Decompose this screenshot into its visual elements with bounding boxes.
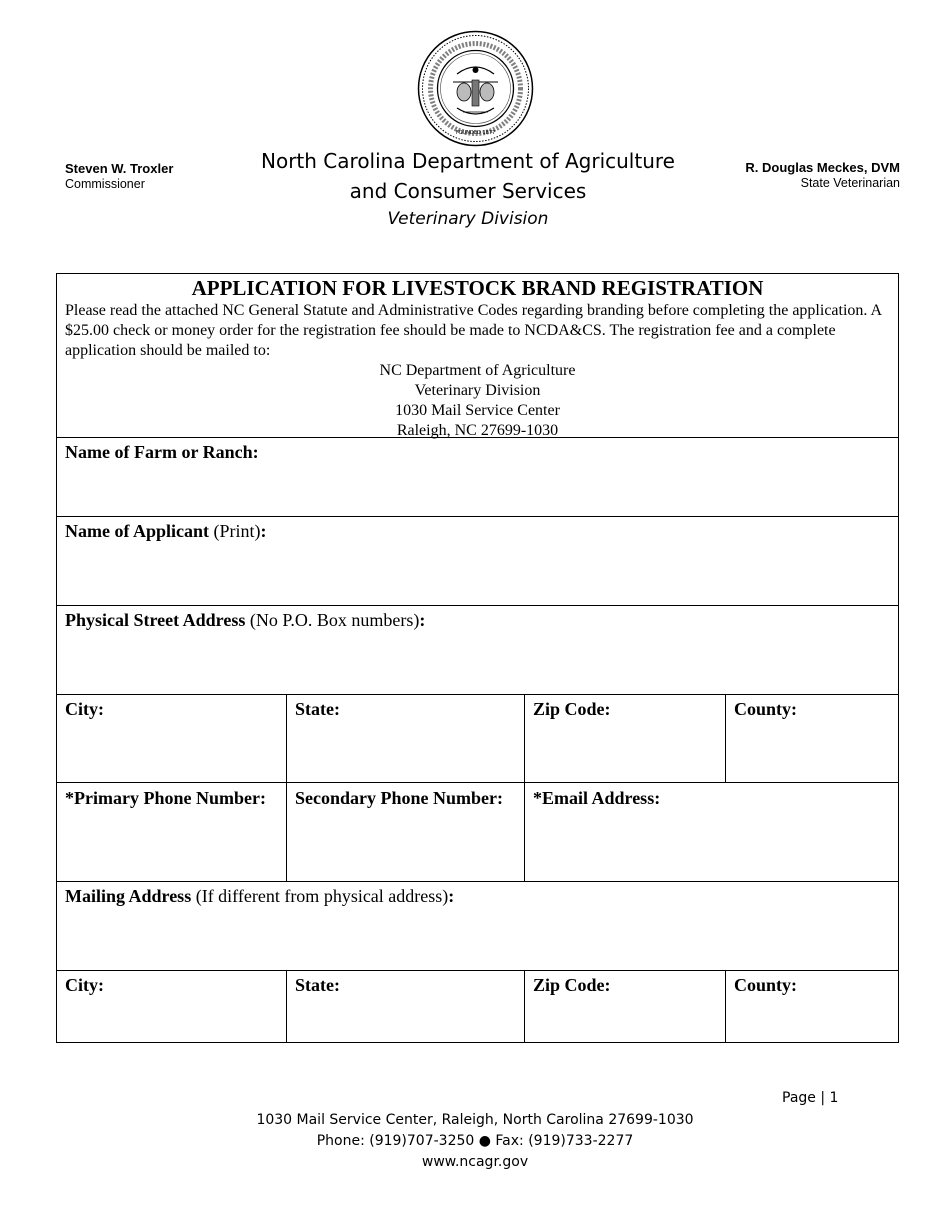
city-field[interactable] (57, 694, 287, 783)
department-name-line1: North Carolina Department of Agriculture (261, 149, 675, 173)
applicant-label: Name of Applicant (65, 521, 209, 541)
email-label: *Email Address: (533, 788, 661, 808)
mailing-county-field[interactable] (726, 970, 898, 1042)
mailing-state-label: State: (295, 975, 340, 995)
county-field[interactable] (726, 694, 898, 783)
state-label: State: (295, 699, 340, 719)
veterinarian-block (745, 160, 900, 191)
mailing-note: (If different from physical address) (195, 886, 449, 906)
footer-website[interactable]: www.ncagr.gov (421, 1154, 529, 1170)
divider (725, 970, 726, 1042)
zip-code-label: Zip Code: (533, 699, 611, 719)
veterinarian-name: R. Douglas Meckes, DVM (745, 160, 900, 175)
mailing-state-field[interactable] (287, 970, 525, 1042)
primary-phone-label: *Primary Phone Number: (65, 788, 266, 808)
state-field[interactable] (287, 694, 525, 783)
county-label: County: (734, 699, 798, 719)
email-field[interactable] (525, 783, 898, 881)
mailing-zip-code-label: Zip Code: (533, 975, 611, 995)
form-title: APPLICATION FOR LIVESTOCK BRAND REGISTRATION (191, 276, 764, 300)
farm-name-label: Name of Farm or Ranch: (65, 442, 259, 462)
ncda-seal-logo (417, 30, 534, 147)
secondary-phone-field[interactable] (287, 783, 525, 881)
divider (286, 970, 287, 1042)
street-label: Physical Street Address (65, 610, 246, 630)
footer-address: 1030 Mail Service Center, Raleigh, North Carolina 27699-1030 (256, 1112, 694, 1128)
division-name: Veterinary Division (387, 209, 549, 229)
mailing-label: Mailing Address (65, 886, 192, 906)
applicant-colon: : (260, 521, 267, 541)
mail-to-line3: 1030 Mail Service Center (395, 402, 560, 419)
zip-code-field[interactable] (525, 694, 726, 783)
divider (725, 694, 726, 782)
mailing-city-field[interactable] (57, 970, 287, 1042)
mailing-zip-code-field[interactable] (525, 970, 726, 1042)
commissioner-block (65, 161, 173, 192)
mailing-address-field[interactable] (57, 881, 898, 970)
street-address-field[interactable] (57, 605, 898, 694)
farm-name-field[interactable] (57, 437, 898, 516)
primary-phone-field[interactable] (57, 783, 287, 881)
mailing-city-label: City: (65, 975, 104, 995)
svg-text:FOUNDED 1877: FOUNDED 1877 (455, 130, 496, 136)
footer (200, 1110, 750, 1173)
mailing-colon: : (448, 886, 455, 906)
mail-to-line4: Raleigh, NC 27699-1030 (396, 422, 559, 439)
applicant-name-field[interactable] (57, 516, 898, 605)
street-note: (No P.O. Box numbers) (249, 610, 420, 630)
divider (524, 970, 525, 1042)
mail-to-line2: Veterinary Division (414, 382, 541, 399)
mailing-county-label: County: (734, 975, 798, 995)
mail-to-line1: NC Department of Agriculture (379, 362, 576, 379)
application-form (56, 273, 899, 1043)
page-number: Page | 1 (782, 1090, 839, 1106)
applicant-note: (Print) (213, 521, 261, 541)
form-instructions: Please read the attached NC General Statute and Administrative Codes regarding branding before completing the application. A $25.00 check or money order for the registration fee should be made to NCDA&CS. The registration fee and a complete application should be mailed to: (65, 302, 882, 359)
street-colon: : (419, 610, 426, 630)
department-name-line2: and Consumer Services (349, 179, 587, 203)
form-intro (57, 274, 898, 438)
divider (524, 694, 525, 881)
footer-phone-fax: Phone: (919)707-3250 ● Fax: (919)733-2277 (316, 1133, 634, 1149)
city-label: City: (65, 699, 104, 719)
commissioner-role: Commissioner (65, 177, 145, 191)
divider (286, 694, 287, 881)
commissioner-name: Steven W. Troxler (65, 161, 174, 176)
secondary-phone-label: Secondary Phone Number: (295, 788, 503, 808)
department-heading (250, 146, 686, 232)
veterinarian-role: State Veterinarian (800, 176, 900, 190)
